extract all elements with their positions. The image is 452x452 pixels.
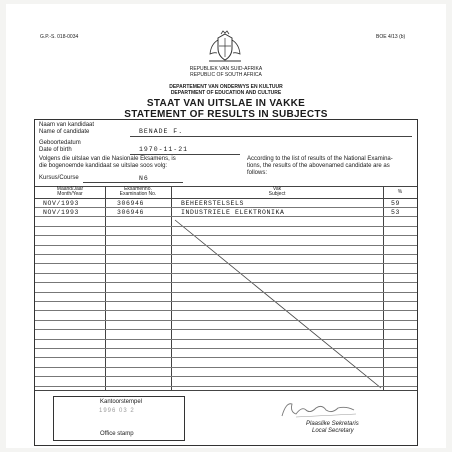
row1-subject: BEHEERSTELSELS	[181, 200, 245, 207]
table-ruled-line	[35, 310, 417, 311]
intro-en-3: follows:	[247, 170, 268, 176]
table-bottom-rule	[35, 390, 417, 391]
table-ruled-line	[35, 339, 417, 340]
intro-af-1: Volgens die uitslae van die Nasionale Eksamens, is	[39, 156, 176, 162]
course-value: N6	[139, 175, 149, 182]
table-ruled-line	[35, 357, 417, 358]
row1-month: NOV/1993	[43, 200, 80, 207]
coat-of-arms-icon	[205, 30, 245, 64]
republic-en: REPUBLIC OF SOUTH AFRICA	[190, 72, 262, 78]
row2-subject: INDUSTRIELE ELEKTRONIKA	[181, 209, 285, 216]
name-label-en: Name of candidate	[39, 129, 90, 135]
table-ruled-line	[35, 376, 417, 377]
table-ruled-line	[35, 226, 417, 227]
office-stamp-box	[53, 396, 185, 441]
table-ruled-line	[35, 263, 417, 264]
table-ruled-line	[35, 245, 417, 246]
table-ruled-line	[35, 329, 417, 330]
form-code: G.P.-S. 018-0034	[40, 34, 79, 40]
row1-exam: 306946	[117, 200, 145, 207]
republic-af: REPUBLIEK VAN SUID-AFRIKA	[189, 66, 263, 72]
department-en: DEPARTMENT OF EDUCATION AND CULTURE	[170, 90, 282, 96]
row2-month: NOV/1993	[43, 209, 80, 216]
table-ruled-line	[35, 282, 417, 283]
table-ruled-line	[35, 273, 417, 274]
row2-percent: 53	[391, 209, 401, 216]
stamp-label-en: Office stamp	[100, 431, 134, 437]
table-ruled-line	[35, 348, 417, 349]
header-exam: Eksamenno. Examination No.	[119, 186, 157, 197]
table-ruled-line	[35, 301, 417, 302]
intro-en-1: According to the list of results of the National Examina-	[247, 156, 393, 162]
secretary-label-en: Local Secretary	[312, 428, 354, 434]
table-ruled-line	[35, 207, 417, 208]
header-month: Maand/Jaar Month/Year	[56, 186, 84, 197]
row1-percent: 59	[391, 200, 401, 207]
secretary-label-af: Plaaslike Sekretaris	[306, 421, 359, 427]
secretary-signature	[276, 398, 366, 420]
row2-exam: 306946	[117, 209, 145, 216]
candidate-name: BENADE F.	[139, 128, 184, 135]
header-percent: %	[397, 189, 403, 195]
form-reference: BOE 4/13 (b)	[376, 34, 406, 40]
table-ruled-line	[35, 254, 417, 255]
dob-label-af: Geboortedatum	[39, 140, 81, 146]
stamp-date: 1996 03 2	[99, 408, 135, 414]
department-af: DEPARTEMENT VAN ONDERWYS EN KULTUUR	[169, 84, 283, 90]
table-ruled-line	[35, 320, 417, 321]
document-page	[6, 4, 446, 448]
stamp-label-af: Kantoorstempel	[100, 399, 143, 405]
title-af: STAAT VAN UITSLAE IN VAKKE	[146, 98, 306, 109]
header-subject: Vak Subject	[268, 186, 286, 197]
dob-label-en: Date of birth	[39, 147, 72, 153]
table-ruled-line	[35, 235, 417, 236]
table-ruled-line	[35, 386, 417, 387]
name-label-af: Naam van kandidaat	[39, 122, 95, 128]
title-en: STATEMENT OF RESULTS IN SUBJECTS	[124, 109, 328, 120]
intro-af-2: die bogenoemde kandidaat se uitslae soos volg:	[39, 163, 168, 169]
intro-en-2: tions, the results of the abovenamed candidate are as	[247, 163, 390, 169]
table-ruled-line	[35, 216, 417, 217]
table-ruled-line	[35, 292, 417, 293]
table-ruled-line	[35, 367, 417, 368]
candidate-dob: 1970-11-21	[139, 146, 189, 153]
course-label: Kursus/Course	[39, 175, 79, 181]
